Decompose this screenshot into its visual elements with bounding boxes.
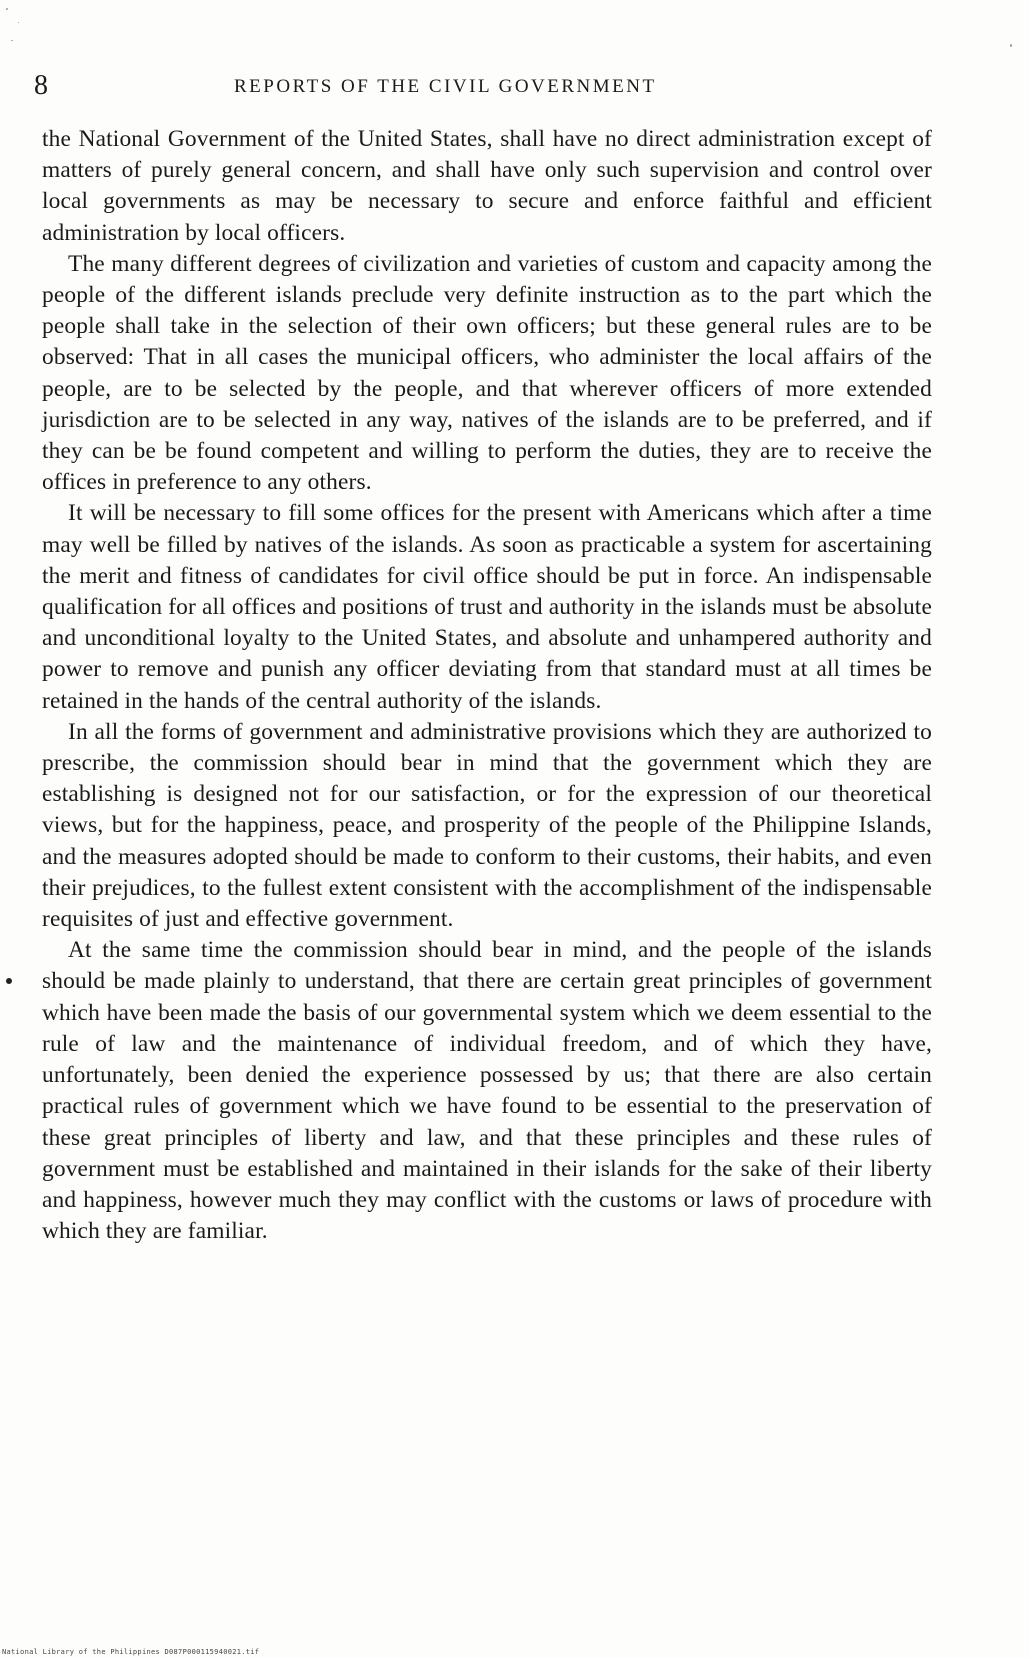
page-header [34, 70, 954, 104]
scan-footer: National Library of the Philippines D087P000115940021.tif [2, 1648, 260, 1656]
paragraph: In all the forms of government and administrative provisions which they are authorized to prescribe, the commission should bear in mind that the government which they are establishing is designed not for our satisfaction, or for the expression of our theoretical views, but for the happiness, peace, and prosperity of the people of the Philippine Islands, and the measures adopted should be made to conform to their customs, their habits, and even their prejudices, to the fullest extent consistent with the accomplishment of the indispensable requisites of just and effective government. [42, 718, 932, 933]
scan-speckle [6, 8, 8, 10]
paragraph: the National Government of the United States, shall have no direct administration except of matters of purely general concern, and shall have only such supervision and control over local governments as may be necessary to secure and enforce faithful and efficient administration by local officers. [42, 126, 932, 246]
paragraph: The many different degrees of civilization and varieties of custom and capacity among the people of the different islands preclude very definite instruction as to the part which the people shall take in the selection of their own officers; but these general rules are to be observed: That in all cases the municipal officers, who administer the local affairs of the people, are to be selected by the people, and that wherever officers of more extended jurisdiction are to be selected in any way, natives of the islands are to be preferred, and if they can be be found competent and willing to perform the duties, they are to receive the offices in preference to any others. [42, 250, 932, 496]
scan-speckle [1010, 44, 1012, 47]
paragraph: It will be necessary to fill some offices for the present with Americans which after a time may well be filled by natives of the islands. As soon as practicable a system for ascertaining the merit and fitness of candidates for civil office should be put in force. An indispensable qualification for all offices and positions of trust and authority in the islands must be absolute and unconditional loyalty to the United States, and absolute and unhampered authority and power to remove and punish any officer deviating from that standard must at all times be retained in the hands of the central authority of the islands. [42, 500, 932, 714]
scan-speckle [18, 22, 19, 23]
scan-speckle [11, 40, 13, 41]
margin-mark [6, 978, 12, 984]
page-number: 8 [34, 70, 49, 101]
body-text [42, 124, 932, 1247]
paragraph: At the same time the commission should bear in mind, and the people of the islands should be made plainly to understand, that there are certain great principles of government which have been made the basis of our governmental system which we deem essential to the rule of law and the maintenance of individual freedom, and of which they have, unfortunately, been denied the experience possessed by us; that there are also certain practical rules of government which we have found to be essential to the preservation of these great principles of liberty and law, and that these principles and these rules of government must be established and maintained in their islands for the sake of their liberty and happiness, however much they may conflict with the customs or laws of procedure with which they are familiar. [42, 937, 932, 1245]
running-head: REPORTS OF THE CIVIL GOVERNMENT [234, 76, 657, 97]
